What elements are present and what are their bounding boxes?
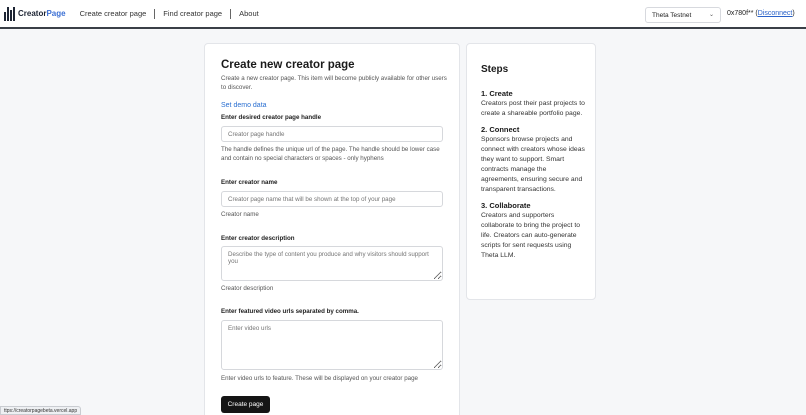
wallet-status [727, 10, 795, 17]
steps-card [466, 43, 596, 300]
nav-find-creator-page[interactable]: Find creator page [163, 9, 223, 18]
creator-name-help: Creator name [221, 211, 259, 218]
network-select-value: Theta Testnet [652, 11, 692, 19]
step-item [481, 201, 585, 261]
step-title: 1. Create [481, 89, 513, 98]
step-description: Creators post their past projects to create a shareable portfolio page. [481, 100, 585, 117]
step-item [481, 89, 585, 119]
handle-label: Enter desired creator page handle [221, 114, 322, 121]
page-title: Create new creator page [221, 59, 355, 71]
video-urls-help: Enter video urls to feature. These will be displayed on your creator page [221, 375, 418, 382]
brand-name: CreatorPage [18, 9, 66, 18]
step-description: Creators and supporters collaborate to bring the project to life. Creators can auto-generate scripts for sent requests using Theta LLM. [481, 212, 580, 259]
video-urls-label: Enter featured video urls separated by comma. [221, 308, 359, 315]
status-bar-url: ttps://creatorpagebeta.vercel.app [0, 406, 81, 415]
top-navbar [0, 0, 806, 29]
main-nav [72, 9, 267, 19]
nav-about[interactable]: About [239, 9, 259, 18]
creator-description-textarea[interactable] [221, 246, 443, 281]
steps-title: Steps [481, 64, 509, 75]
creator-name-input[interactable] [221, 191, 443, 207]
creator-name-label: Enter creator name [221, 179, 278, 186]
video-urls-textarea[interactable] [221, 320, 443, 370]
step-title: 2. Connect [481, 125, 520, 134]
steps-list [481, 89, 585, 267]
create-page-button[interactable]: Create page [221, 396, 270, 413]
step-item [481, 125, 585, 195]
chevron-down-icon: ⌄ [708, 12, 714, 18]
disconnect-link[interactable]: Disconnect [757, 10, 793, 17]
nav-create-creator-page[interactable]: Create creator page [79, 9, 147, 18]
wallet-address: 0x780f** ( [727, 10, 758, 17]
set-demo-data-link[interactable]: Set demo data [221, 102, 267, 109]
create-page-form-card [204, 43, 460, 415]
creator-description-help: Creator description [221, 285, 274, 292]
step-description: Sponsors browse projects and connect with creators whose ideas they want to support. Smart contracts manage the agreements, ensuring secure and transparent transactions. [481, 136, 585, 193]
step-title: 3. Collaborate [481, 201, 531, 210]
network-select[interactable] [645, 7, 721, 23]
form-intro: Create a new creator page. This item will become publicly available for other users to discover. [221, 75, 447, 91]
handle-help: The handle defines the unique url of the page. The handle should be lower case and contain no special characters or spaces - only hyphens [221, 146, 440, 162]
handle-input[interactable] [221, 126, 443, 142]
creator-description-label: Enter creator description [221, 235, 295, 242]
logo[interactable] [4, 7, 66, 21]
wallet-close-paren: ) [792, 10, 795, 17]
bar-chart-logo-icon [4, 7, 15, 21]
